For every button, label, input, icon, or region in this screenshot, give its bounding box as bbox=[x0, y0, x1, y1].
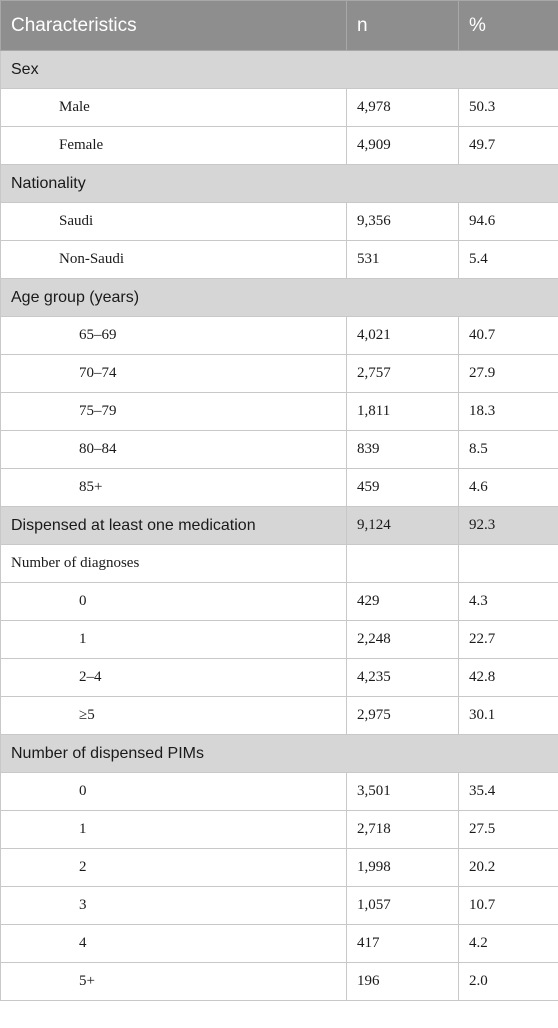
header-characteristics: Characteristics bbox=[1, 1, 347, 51]
row-percent: 4.2 bbox=[459, 925, 558, 963]
row-percent: 2.0 bbox=[459, 963, 558, 1001]
row-percent: 20.2 bbox=[459, 849, 558, 887]
section-row-pims bbox=[1, 735, 558, 773]
section-label-nationality: Nationality bbox=[1, 165, 558, 203]
empty-cell bbox=[347, 545, 459, 583]
row-percent: 27.5 bbox=[459, 811, 558, 849]
row-percent: 40.7 bbox=[459, 317, 558, 355]
row-percent: 50.3 bbox=[459, 89, 558, 127]
row-n: 1,998 bbox=[347, 849, 459, 887]
section-row-age-group bbox=[1, 279, 558, 317]
section-row-dispensed bbox=[1, 507, 558, 545]
table-row bbox=[1, 811, 558, 849]
row-n: 4,978 bbox=[347, 89, 459, 127]
row-label: 2–4 bbox=[1, 659, 347, 697]
section-label-age-group: Age group (years) bbox=[1, 279, 558, 317]
row-label: 2 bbox=[1, 849, 347, 887]
row-percent: 4.6 bbox=[459, 469, 558, 507]
section-label-diagnoses: Number of diagnoses bbox=[1, 545, 347, 583]
row-label: 75–79 bbox=[1, 393, 347, 431]
row-label: 85+ bbox=[1, 469, 347, 507]
table-row bbox=[1, 583, 558, 621]
row-percent: 27.9 bbox=[459, 355, 558, 393]
row-n: 4,909 bbox=[347, 127, 459, 165]
row-label: 4 bbox=[1, 925, 347, 963]
dispensed-percent: 92.3 bbox=[459, 507, 558, 545]
row-label: 1 bbox=[1, 811, 347, 849]
dispensed-n: 9,124 bbox=[347, 507, 459, 545]
row-percent: 10.7 bbox=[459, 887, 558, 925]
section-row-nationality bbox=[1, 165, 558, 203]
row-percent: 4.3 bbox=[459, 583, 558, 621]
row-label: 65–69 bbox=[1, 317, 347, 355]
table-row bbox=[1, 203, 558, 241]
row-label: 0 bbox=[1, 583, 347, 621]
subheader-row-diagnoses bbox=[1, 545, 558, 583]
table-row bbox=[1, 469, 558, 507]
table-row bbox=[1, 89, 558, 127]
row-label: Female bbox=[1, 127, 347, 165]
table-row bbox=[1, 659, 558, 697]
row-n: 196 bbox=[347, 963, 459, 1001]
row-label: 80–84 bbox=[1, 431, 347, 469]
row-label: 70–74 bbox=[1, 355, 347, 393]
row-n: 4,021 bbox=[347, 317, 459, 355]
section-row-sex bbox=[1, 51, 558, 89]
row-percent: 49.7 bbox=[459, 127, 558, 165]
row-n: 2,248 bbox=[347, 621, 459, 659]
row-n: 4,235 bbox=[347, 659, 459, 697]
row-n: 9,356 bbox=[347, 203, 459, 241]
row-n: 1,811 bbox=[347, 393, 459, 431]
table-row bbox=[1, 925, 558, 963]
empty-cell bbox=[459, 545, 558, 583]
row-n: 2,757 bbox=[347, 355, 459, 393]
row-n: 417 bbox=[347, 925, 459, 963]
row-label: ≥5 bbox=[1, 697, 347, 735]
row-n: 531 bbox=[347, 241, 459, 279]
header-row bbox=[1, 1, 558, 51]
row-percent: 30.1 bbox=[459, 697, 558, 735]
row-n: 839 bbox=[347, 431, 459, 469]
table-row bbox=[1, 317, 558, 355]
table-row bbox=[1, 621, 558, 659]
row-n: 459 bbox=[347, 469, 459, 507]
row-percent: 94.6 bbox=[459, 203, 558, 241]
table-row bbox=[1, 849, 558, 887]
table-row bbox=[1, 241, 558, 279]
row-label: Non-Saudi bbox=[1, 241, 347, 279]
row-percent: 5.4 bbox=[459, 241, 558, 279]
row-n: 2,718 bbox=[347, 811, 459, 849]
section-label-pims: Number of dispensed PIMs bbox=[1, 735, 558, 773]
table-row bbox=[1, 773, 558, 811]
table-row bbox=[1, 127, 558, 165]
row-label: 1 bbox=[1, 621, 347, 659]
table-row bbox=[1, 393, 558, 431]
row-label: 3 bbox=[1, 887, 347, 925]
row-percent: 18.3 bbox=[459, 393, 558, 431]
row-label: 5+ bbox=[1, 963, 347, 1001]
table-row bbox=[1, 431, 558, 469]
header-percent: % bbox=[459, 1, 558, 51]
row-label: Male bbox=[1, 89, 347, 127]
row-n: 3,501 bbox=[347, 773, 459, 811]
table-row bbox=[1, 697, 558, 735]
table-row bbox=[1, 355, 558, 393]
row-percent: 8.5 bbox=[459, 431, 558, 469]
row-n: 2,975 bbox=[347, 697, 459, 735]
row-percent: 22.7 bbox=[459, 621, 558, 659]
table-row bbox=[1, 887, 558, 925]
row-label: Saudi bbox=[1, 203, 347, 241]
section-label-dispensed: Dispensed at least one medication bbox=[1, 507, 347, 545]
table-row bbox=[1, 963, 558, 1001]
row-label: 0 bbox=[1, 773, 347, 811]
section-label-sex: Sex bbox=[1, 51, 558, 89]
row-percent: 35.4 bbox=[459, 773, 558, 811]
row-percent: 42.8 bbox=[459, 659, 558, 697]
row-n: 429 bbox=[347, 583, 459, 621]
row-n: 1,057 bbox=[347, 887, 459, 925]
header-n: n bbox=[347, 1, 459, 51]
